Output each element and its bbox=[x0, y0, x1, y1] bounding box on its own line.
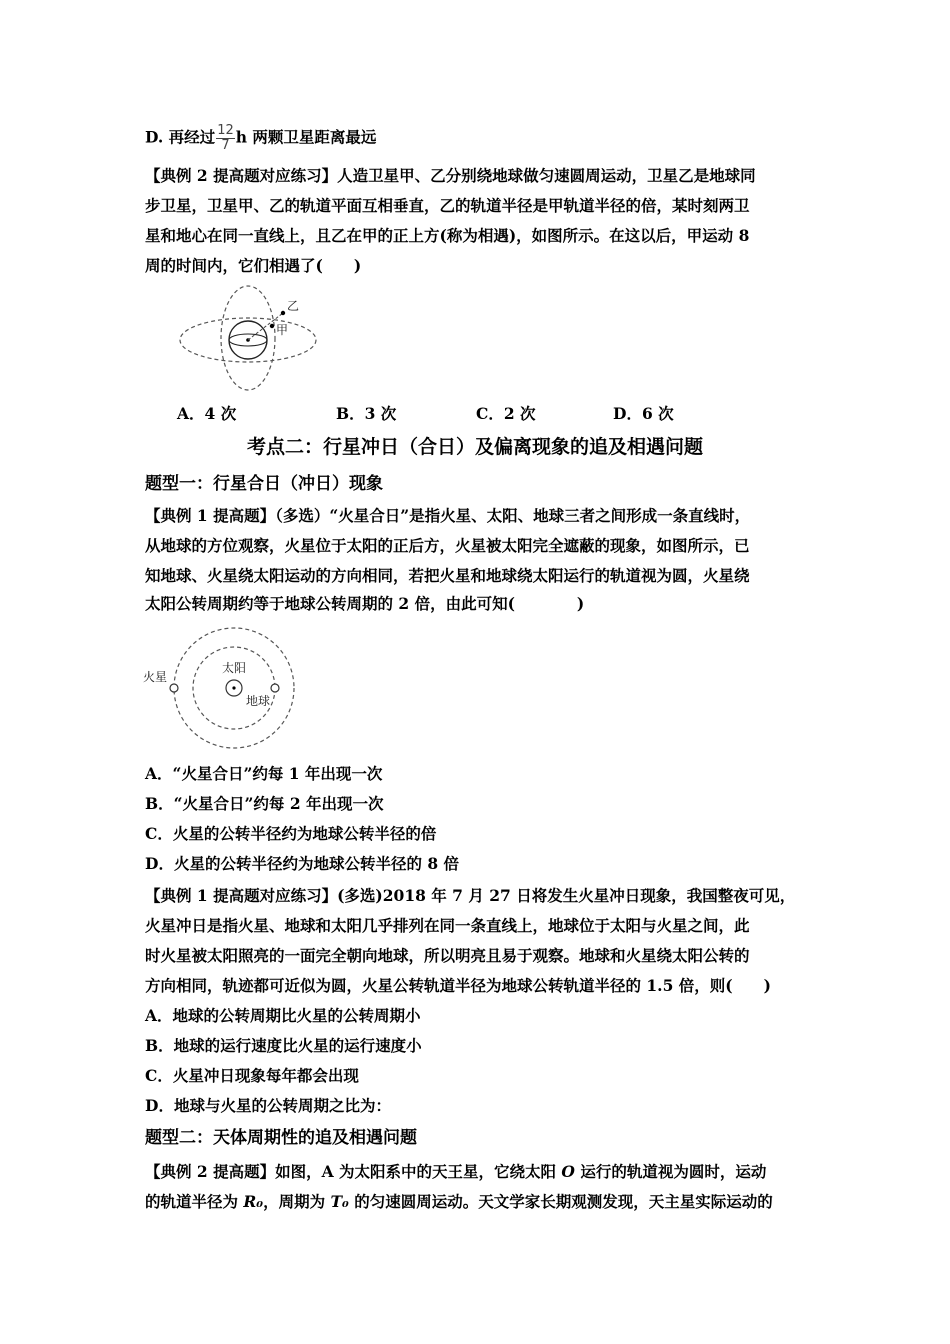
type1-title: 题型一：行星合日（冲日）现象 bbox=[145, 474, 383, 494]
ex1-option-d: D．火星的公转半径约为地球公转半径的 8 倍 bbox=[145, 854, 460, 873]
ex2-practice-option-b: B．3 次 bbox=[336, 404, 397, 423]
ex2-practice-option-a: A．4 次 bbox=[177, 404, 237, 423]
ex2-line-2-part-c: 的匀速圆周运动。天文学家长期观测发现，天主星实际运动的 bbox=[348, 1192, 773, 1211]
ex2-line-2 bbox=[145, 1192, 773, 1212]
label-yi: 乙 bbox=[287, 299, 300, 313]
satellite-yi-dot bbox=[281, 311, 285, 315]
fraction bbox=[216, 124, 235, 153]
ex1-option-b: B．“火星合日”约每 2 年出现一次 bbox=[145, 794, 384, 813]
ex1-practice-option-d: D．地球与火星的公转周期之比为： bbox=[145, 1096, 391, 1115]
satellite-orbit-figure bbox=[170, 283, 330, 395]
mars-dot bbox=[170, 684, 178, 692]
mars-conjunction-figure bbox=[140, 620, 310, 755]
fraction-denominator: 7 bbox=[221, 138, 230, 153]
ex2-var-r0: R₀ bbox=[243, 1192, 264, 1211]
ex2-practice-line-2: 步卫星，卫星甲、乙的轨道平面互相垂直，乙的轨道半径是甲轨道半径的倍，某时刻两卫 bbox=[145, 196, 750, 215]
ex2-practice-option-c: C．2 次 bbox=[476, 404, 536, 423]
ex1-line-2: 从地球的方位观察，火星位于太阳的正后方，火星被太阳完全遮蔽的现象，如图所示，已 bbox=[145, 536, 750, 555]
sun-center bbox=[232, 686, 235, 689]
ex2-practice-line-3: 星和地心在同一直线上，且乙在甲的正上方(称为相遇)，如图所示。在这以后，甲运动 8 bbox=[145, 226, 750, 245]
label-sun: 太阳 bbox=[222, 661, 247, 675]
ex1-line-4: 太阳公转周期约等于地球公转周期的 2 倍，由此可知( ) bbox=[145, 594, 585, 613]
satellite-jia-dot bbox=[270, 324, 274, 328]
ex2-line-1-part-a: 【典例 2 提高题】如图，A 为太阳系中的天王星，它绕太阳 bbox=[145, 1162, 562, 1181]
ex1-practice-option-a: A．地球的公转周期比火星的公转周期小 bbox=[145, 1006, 421, 1025]
label-earth: 地球 bbox=[246, 694, 271, 708]
ex1-line-1: 【典例 1 提高题】（多选）“火星合日”是指火星、太阳、地球三者之间形成一条直线时， bbox=[145, 506, 751, 525]
ex2-line-2-part-a: 的轨道半径为 bbox=[145, 1192, 244, 1211]
ex2-line-1-part-b: 运行的轨道视为圆时，运动 bbox=[574, 1162, 767, 1181]
ex1-practice-line-1: 【典例 1 提高题对应练习】(多选)2018 年 7 月 27 日将发生火星冲日现象，我国整夜可见， bbox=[145, 886, 796, 905]
ex2-var-o: O bbox=[561, 1162, 575, 1181]
ex1-practice-option-c: C．火星冲日现象每年都会出现 bbox=[145, 1066, 359, 1085]
ex2-var-t0: T₀ bbox=[330, 1192, 349, 1211]
fraction-numerator: 12 bbox=[217, 123, 234, 138]
option-d-line bbox=[145, 124, 376, 153]
earth-dot bbox=[271, 684, 279, 692]
section-title: 考点二：行星冲日（合日）及偏离现象的追及相遇问题 bbox=[246, 436, 703, 458]
label-mars: 火星 bbox=[143, 670, 168, 684]
ex2-practice-option-d: D．6 次 bbox=[613, 404, 674, 423]
ex1-line-3: 知地球、火星绕太阳运动的方向相同，若把火星和地球绕太阳运行的轨道视为圆，火星绕 bbox=[145, 566, 750, 585]
type2-title: 题型二：天体周期性的追及相遇问题 bbox=[145, 1128, 417, 1148]
ex2-line-2-part-b: ，周期为 bbox=[263, 1192, 331, 1211]
ex1-practice-option-b: B．地球的运行速度比火星的运行速度小 bbox=[145, 1036, 422, 1055]
ex1-option-c: C．火星的公转半径约为地球公转半径的倍 bbox=[145, 824, 437, 843]
label-jia: 甲 bbox=[276, 323, 289, 337]
ex1-practice-line-3: 时火星被太阳照亮的一面完全朝向地球，所以明亮且易于观察。地球和火星绕太阳公转的 bbox=[145, 946, 750, 965]
ex2-line-1 bbox=[145, 1162, 766, 1182]
ex1-practice-line-4: 方向相同，轨迹都可近似为圆，火星公转轨道半径为地球公转轨道半径的 1.5 倍，则( ) bbox=[145, 976, 771, 995]
option-d-suffix: h 两颗卫星距离最远 bbox=[235, 127, 377, 147]
ex2-practice-line-1: 【典例 2 提高题对应练习】人造卫星甲、乙分别绕地球做匀速圆周运动，卫星乙是地球同 bbox=[145, 166, 756, 185]
ex2-practice-line-4: 周的时间内，它们相遇了( ) bbox=[145, 256, 362, 275]
ex1-practice-line-2: 火星冲日是指火星、地球和太阳几乎排列在同一条直线上，地球位于太阳与火星之间，此 bbox=[145, 916, 750, 935]
ex1-option-a: A．“火星合日”约每 1 年出现一次 bbox=[145, 764, 383, 783]
option-d-prefix: D. 再经过 bbox=[145, 127, 216, 147]
